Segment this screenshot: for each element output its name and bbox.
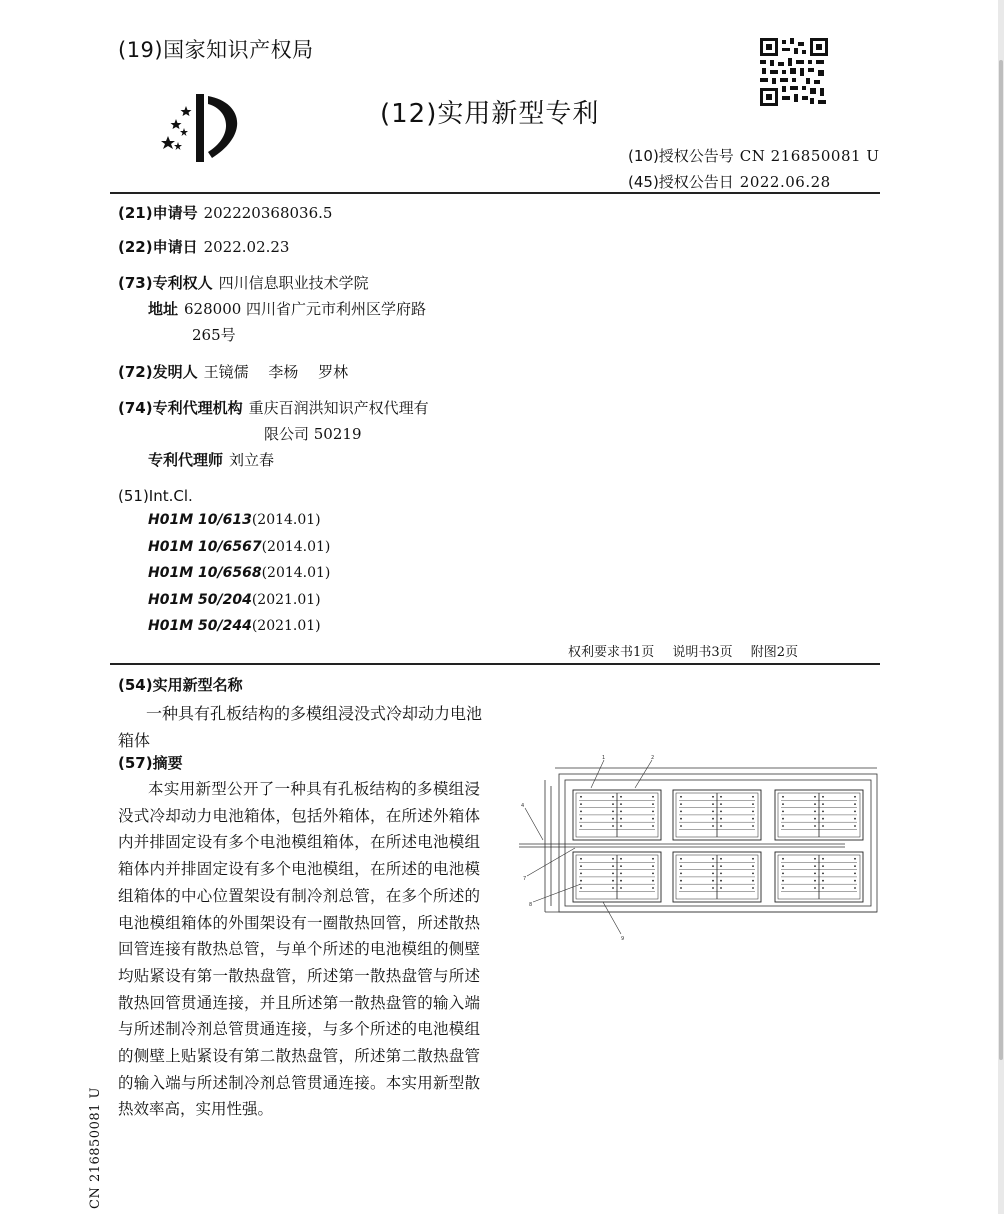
cell-terminal bbox=[854, 803, 856, 805]
cell-terminal bbox=[620, 796, 622, 798]
cell-terminal bbox=[580, 818, 582, 820]
cell-terminal bbox=[782, 865, 784, 867]
cell-terminal bbox=[720, 825, 722, 827]
cell-terminal bbox=[782, 887, 784, 889]
cell-terminal bbox=[814, 803, 816, 805]
cell-terminal bbox=[620, 858, 622, 860]
figure-label-9: 9 bbox=[621, 936, 625, 942]
ipc-version: (2014.01) bbox=[261, 565, 331, 581]
qr-code-icon bbox=[760, 38, 828, 106]
header-divider bbox=[110, 192, 880, 194]
cell-terminal bbox=[814, 825, 816, 827]
address-line1: 628000 四川省广元市利州区学府路 bbox=[184, 300, 427, 318]
office-name: (19)国家知识产权局 bbox=[118, 38, 314, 62]
cell-terminal bbox=[752, 825, 754, 827]
inventors: 王镜儒 李杨 罗林 bbox=[203, 363, 349, 381]
publication-number-label: (10)授权公告号 bbox=[628, 147, 734, 165]
ipc-label-row bbox=[118, 486, 193, 506]
cell-terminal bbox=[782, 873, 784, 875]
cell-terminal bbox=[720, 880, 722, 882]
cell-terminal bbox=[680, 880, 682, 882]
ipc-code: H01M 50/244 bbox=[148, 618, 252, 634]
ipc-code: H01M 50/204 bbox=[148, 591, 252, 608]
patentee: 四川信息职业技术学院 bbox=[218, 274, 369, 292]
cell-terminal bbox=[612, 803, 614, 805]
cell-terminal bbox=[620, 873, 622, 875]
cell-terminal bbox=[712, 873, 714, 875]
cell-terminal bbox=[822, 880, 824, 882]
cell-terminal bbox=[580, 803, 582, 805]
cell-terminal bbox=[680, 818, 682, 820]
cell-terminal bbox=[854, 818, 856, 820]
cell-terminal bbox=[712, 796, 714, 798]
cell-terminal bbox=[814, 858, 816, 860]
publication-date-label: (45)授权公告日 bbox=[628, 173, 734, 191]
cell-terminal bbox=[854, 880, 856, 882]
ipc-version: (2021.01) bbox=[251, 591, 321, 608]
publication-number-row bbox=[628, 145, 879, 166]
page-counts: 权利要求书1页 说明书3页 附图2页 bbox=[568, 645, 799, 660]
document-type: (12)实用新型专利 bbox=[380, 99, 600, 129]
cell-terminal bbox=[814, 811, 816, 813]
application-number-row bbox=[118, 203, 332, 223]
ipc-entry bbox=[148, 618, 321, 634]
publication-date-row bbox=[628, 171, 831, 192]
cell-terminal bbox=[580, 796, 582, 798]
cell-terminal bbox=[712, 825, 714, 827]
cell-terminal bbox=[720, 803, 722, 805]
cell-terminal bbox=[822, 887, 824, 889]
figure-label-7: 7 bbox=[523, 876, 527, 882]
agency-line2-text: 限公司 50219 bbox=[264, 425, 362, 443]
cell-terminal bbox=[620, 825, 622, 827]
ipc-entry bbox=[148, 539, 330, 555]
cell-terminal bbox=[712, 803, 714, 805]
cell-terminal bbox=[854, 858, 856, 860]
application-number-label: (21)申请号 bbox=[118, 204, 198, 222]
cell-terminal bbox=[854, 811, 856, 813]
cell-terminal bbox=[620, 803, 622, 805]
cell-terminal bbox=[680, 811, 682, 813]
cell-terminal bbox=[680, 858, 682, 860]
cell-terminal bbox=[854, 887, 856, 889]
cell-terminal bbox=[680, 796, 682, 798]
cell-terminal bbox=[680, 887, 682, 889]
inventors-row bbox=[118, 362, 348, 382]
cell-terminal bbox=[782, 858, 784, 860]
cell-terminal bbox=[720, 887, 722, 889]
cell-terminal bbox=[680, 803, 682, 805]
ipc-code: H01M 10/6568 bbox=[148, 565, 262, 581]
cell-terminal bbox=[712, 811, 714, 813]
title-section-label: (54)实用新型名称 bbox=[118, 676, 243, 694]
ipc-version: (2014.01) bbox=[251, 512, 321, 528]
cell-terminal bbox=[752, 873, 754, 875]
cell-terminal bbox=[752, 865, 754, 867]
agent-row bbox=[148, 450, 274, 470]
cell-terminal bbox=[752, 818, 754, 820]
inventors-label: (72)发明人 bbox=[118, 363, 198, 381]
figure-label-1: 1 bbox=[602, 755, 606, 761]
cell-terminal bbox=[822, 796, 824, 798]
ipc-entry bbox=[148, 565, 330, 581]
cell-terminal bbox=[822, 858, 824, 860]
ipc-code: H01M 10/613 bbox=[148, 512, 252, 528]
cell-terminal bbox=[680, 825, 682, 827]
ipc-version: (2014.01) bbox=[261, 538, 331, 555]
cell-terminal bbox=[712, 880, 714, 882]
cell-terminal bbox=[782, 880, 784, 882]
cell-terminal bbox=[720, 811, 722, 813]
cell-terminal bbox=[720, 873, 722, 875]
scrollbar-thumb[interactable] bbox=[999, 60, 1003, 1060]
abstract-figure bbox=[515, 752, 885, 942]
cell-terminal bbox=[854, 865, 856, 867]
publication-date: 2022.06.28 bbox=[739, 173, 831, 191]
cell-terminal bbox=[580, 865, 582, 867]
cell-terminal bbox=[680, 873, 682, 875]
cell-terminal bbox=[782, 825, 784, 827]
cell-terminal bbox=[612, 887, 614, 889]
cell-terminal bbox=[580, 811, 582, 813]
publication-number: CN 216850081 U bbox=[739, 147, 880, 165]
agent: 刘立春 bbox=[229, 451, 275, 469]
cell-terminal bbox=[782, 796, 784, 798]
cell-terminal bbox=[712, 887, 714, 889]
cell-terminal bbox=[822, 825, 824, 827]
cell-terminal bbox=[580, 887, 582, 889]
cell-terminal bbox=[854, 873, 856, 875]
cell-terminal bbox=[612, 825, 614, 827]
cell-terminal bbox=[712, 858, 714, 860]
cell-terminal bbox=[652, 880, 654, 882]
agency-line2 bbox=[264, 424, 362, 444]
cell-terminal bbox=[652, 873, 654, 875]
cell-terminal bbox=[814, 818, 816, 820]
cell-terminal bbox=[620, 880, 622, 882]
cell-terminal bbox=[652, 887, 654, 889]
cell-terminal bbox=[822, 873, 824, 875]
cell-terminal bbox=[814, 873, 816, 875]
application-date: 2022.02.23 bbox=[203, 238, 290, 256]
abstract-section-label: (57)摘要 bbox=[118, 754, 183, 772]
cell-terminal bbox=[612, 811, 614, 813]
cell-terminal bbox=[720, 865, 722, 867]
cell-terminal bbox=[580, 825, 582, 827]
cell-terminal bbox=[652, 803, 654, 805]
figure-label-2: 2 bbox=[651, 755, 655, 761]
ipc-entry bbox=[148, 512, 321, 528]
cell-terminal bbox=[620, 887, 622, 889]
cell-terminal bbox=[752, 796, 754, 798]
agency-label: (74)专利代理机构 bbox=[118, 399, 243, 417]
cell-terminal bbox=[752, 803, 754, 805]
ipc-label: (51)Int.Cl. bbox=[118, 487, 193, 505]
cell-terminal bbox=[612, 858, 614, 860]
cell-terminal bbox=[720, 858, 722, 860]
cell-terminal bbox=[620, 818, 622, 820]
side-publication-number-wrap bbox=[88, 1084, 108, 1214]
cell-terminal bbox=[854, 796, 856, 798]
cell-terminal bbox=[612, 796, 614, 798]
section-divider bbox=[110, 663, 880, 665]
ipc-version: (2021.01) bbox=[251, 618, 321, 634]
cell-terminal bbox=[782, 811, 784, 813]
cell-terminal bbox=[814, 880, 816, 882]
agency-row bbox=[118, 398, 429, 418]
cell-terminal bbox=[822, 811, 824, 813]
cell-terminal bbox=[680, 865, 682, 867]
cell-terminal bbox=[782, 818, 784, 820]
cell-terminal bbox=[652, 818, 654, 820]
cnipa-logo-icon bbox=[160, 92, 260, 164]
cell-terminal bbox=[720, 796, 722, 798]
cell-terminal bbox=[822, 865, 824, 867]
patentee-row bbox=[118, 273, 369, 293]
application-date-row bbox=[118, 237, 289, 257]
cell-terminal bbox=[652, 865, 654, 867]
cell-terminal bbox=[822, 803, 824, 805]
address-row bbox=[148, 299, 426, 319]
cell-terminal bbox=[712, 865, 714, 867]
cell-terminal bbox=[620, 865, 622, 867]
cell-terminal bbox=[580, 858, 582, 860]
cell-terminal bbox=[580, 873, 582, 875]
cell-terminal bbox=[752, 880, 754, 882]
figure-label-4: 4 bbox=[521, 803, 525, 809]
cell-terminal bbox=[612, 880, 614, 882]
utility-model-title: 一种具有孔板结构的多模组浸没式冷却动力电池箱体 bbox=[118, 704, 483, 750]
abstract-text: 本实用新型公开了一种具有孔板结构的多模组浸没式冷却动力电池箱体，包括外箱体，在所述外箱体内并排固定设有多个电池模组箱体，在所述电池模组箱体内并排固定设有多个电池模组，在所述的电池模组箱体的中心位置架设有制冷剂总管，在多个所述的电池模组箱体的外围架设有一圈散热回管，所述散热回管连接有散热总管，与单个所述的电池模组的侧壁均贴紧设有第一散热盘管，所述第一散热盘管与所述散热回管贯通连接，并且所述第一散热盘管的输入端与所述制冷剂总管贯通连接，与多个所述的电池模组的侧壁上贴紧设有第二散热盘管，所述第二散热盘管的输入端与所述制冷剂总管贯通连接。本实用新型散热效率高，实用性强。 bbox=[118, 780, 480, 1119]
cell-terminal bbox=[720, 818, 722, 820]
ipc-entry bbox=[148, 592, 321, 608]
cell-terminal bbox=[854, 825, 856, 827]
cell-terminal bbox=[814, 796, 816, 798]
cell-terminal bbox=[814, 865, 816, 867]
cell-terminal bbox=[652, 796, 654, 798]
cell-terminal bbox=[612, 873, 614, 875]
address-line2-text: 265号 bbox=[192, 326, 236, 344]
address-line2 bbox=[192, 325, 236, 345]
cell-terminal bbox=[822, 818, 824, 820]
agency-line1: 重庆百润洪知识产权代理有 bbox=[248, 399, 429, 417]
cell-terminal bbox=[612, 865, 614, 867]
cell-terminal bbox=[652, 825, 654, 827]
figure-label-8: 8 bbox=[529, 902, 533, 908]
address-label: 地址 bbox=[148, 300, 179, 318]
application-number: 202220368036.5 bbox=[203, 204, 333, 222]
agent-label: 专利代理师 bbox=[148, 451, 224, 469]
cell-terminal bbox=[580, 880, 582, 882]
cell-terminal bbox=[612, 818, 614, 820]
cell-terminal bbox=[652, 858, 654, 860]
cell-terminal bbox=[712, 818, 714, 820]
cell-terminal bbox=[652, 811, 654, 813]
cell-terminal bbox=[752, 811, 754, 813]
cell-terminal bbox=[620, 811, 622, 813]
cell-terminal bbox=[752, 858, 754, 860]
patentee-label: (73)专利权人 bbox=[118, 274, 213, 292]
ipc-code: H01M 10/6567 bbox=[148, 538, 262, 555]
cell-terminal bbox=[782, 803, 784, 805]
side-publication-number: CN 216850081 U bbox=[88, 1087, 103, 1209]
cell-terminal bbox=[752, 887, 754, 889]
cell-terminal bbox=[814, 887, 816, 889]
application-date-label: (22)申请日 bbox=[118, 238, 198, 256]
